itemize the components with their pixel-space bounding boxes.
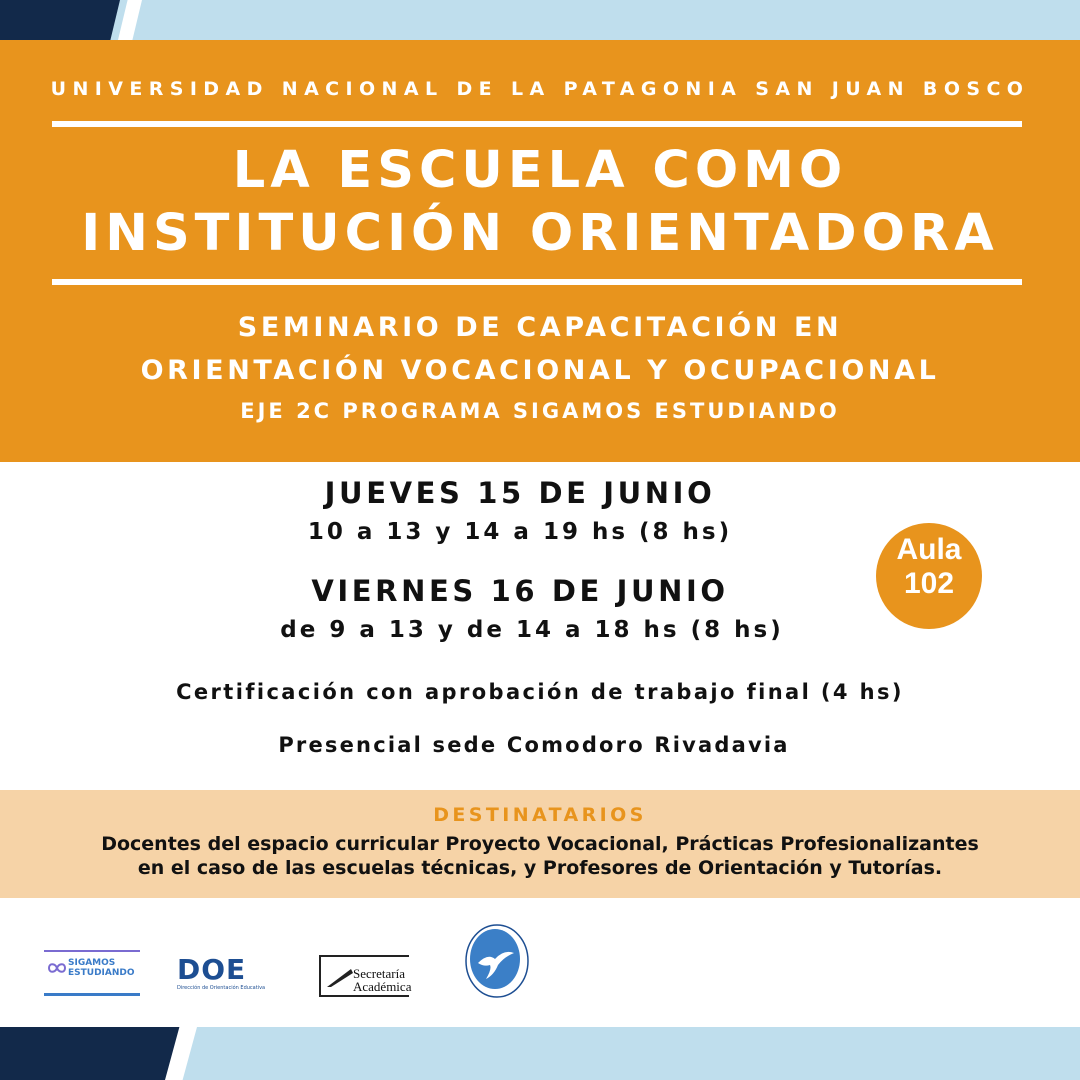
audience-panel [0,790,1080,898]
day1-date: JUEVES 15 DE JUNIO [324,476,716,510]
room-number: 102 [903,567,955,600]
doe-subtitle: Dirección de Orientación Educativa [177,985,266,991]
header-divider-top [52,121,1022,127]
seminar-line-1: SEMINARIO DE CAPACITACIÓN EN [237,312,843,343]
secretaria-word: Secretaría [353,966,405,981]
doe-logo [177,955,269,999]
room-badge [876,523,982,629]
header-banner [0,40,1080,462]
location-text: Presencial sede Comodoro Rivadavia [278,733,790,757]
certification-text: Certificación con aprobación de trabajo final (4 hs) [176,680,904,704]
sigamos-word: SIGAMOS [68,958,116,968]
academica-word: Académica [353,979,412,994]
doe-wordmark: DOE [177,953,247,986]
program-line: EJE 2C PROGRAMA SIGAMOS ESTUDIANDO [240,399,840,423]
sigamos-estudiando-logo [44,950,140,996]
university-name: UNIVERSIDAD NACIONAL DE LA PATAGONIA SAN JUAN BOSCO [50,78,1030,100]
secretaria-text [353,967,411,993]
estudiando-word: ESTUDIANDO [68,968,135,978]
day2-hours: de 9 a 13 y de 14 a 18 hs (8 hs) [280,617,784,643]
bottom-dark-corner [0,1027,180,1080]
day1-hours: 10 a 13 y 14 a 19 hs (8 hs) [307,519,733,545]
seminar-line-2: ORIENTACIÓN VOCACIONAL Y OCUPACIONAL [140,355,940,386]
sigamos-text [68,958,135,978]
audience-title: DESTINATARIOS [433,804,647,826]
header-divider-bottom [52,279,1022,285]
audience-text [0,832,1080,880]
sigamos-footer-line [44,993,140,996]
title-line-2: INSTITUCIÓN ORIENTADORA [81,204,999,263]
day2-date: VIERNES 16 DE JUNIO [311,574,729,608]
title-line-1: LA ESCUELA COMO [232,141,848,200]
audience-line-1: Docentes del espacio curricular Proyecto Vocacional, Prácticas Profesionalizantes [101,833,979,855]
top-dark-corner [0,0,120,40]
university-seal-logo [464,923,530,999]
seal-icon [464,923,530,999]
audience-line-2: en el caso de las escuelas técnicas, y Profesores de Orientación y Tutorías. [137,857,943,879]
top-light-bar [0,0,1080,40]
pen-icon [325,965,355,989]
room-label: Aula [896,533,962,566]
secretaria-academica-logo [319,955,412,997]
infinity-icon [46,960,68,976]
